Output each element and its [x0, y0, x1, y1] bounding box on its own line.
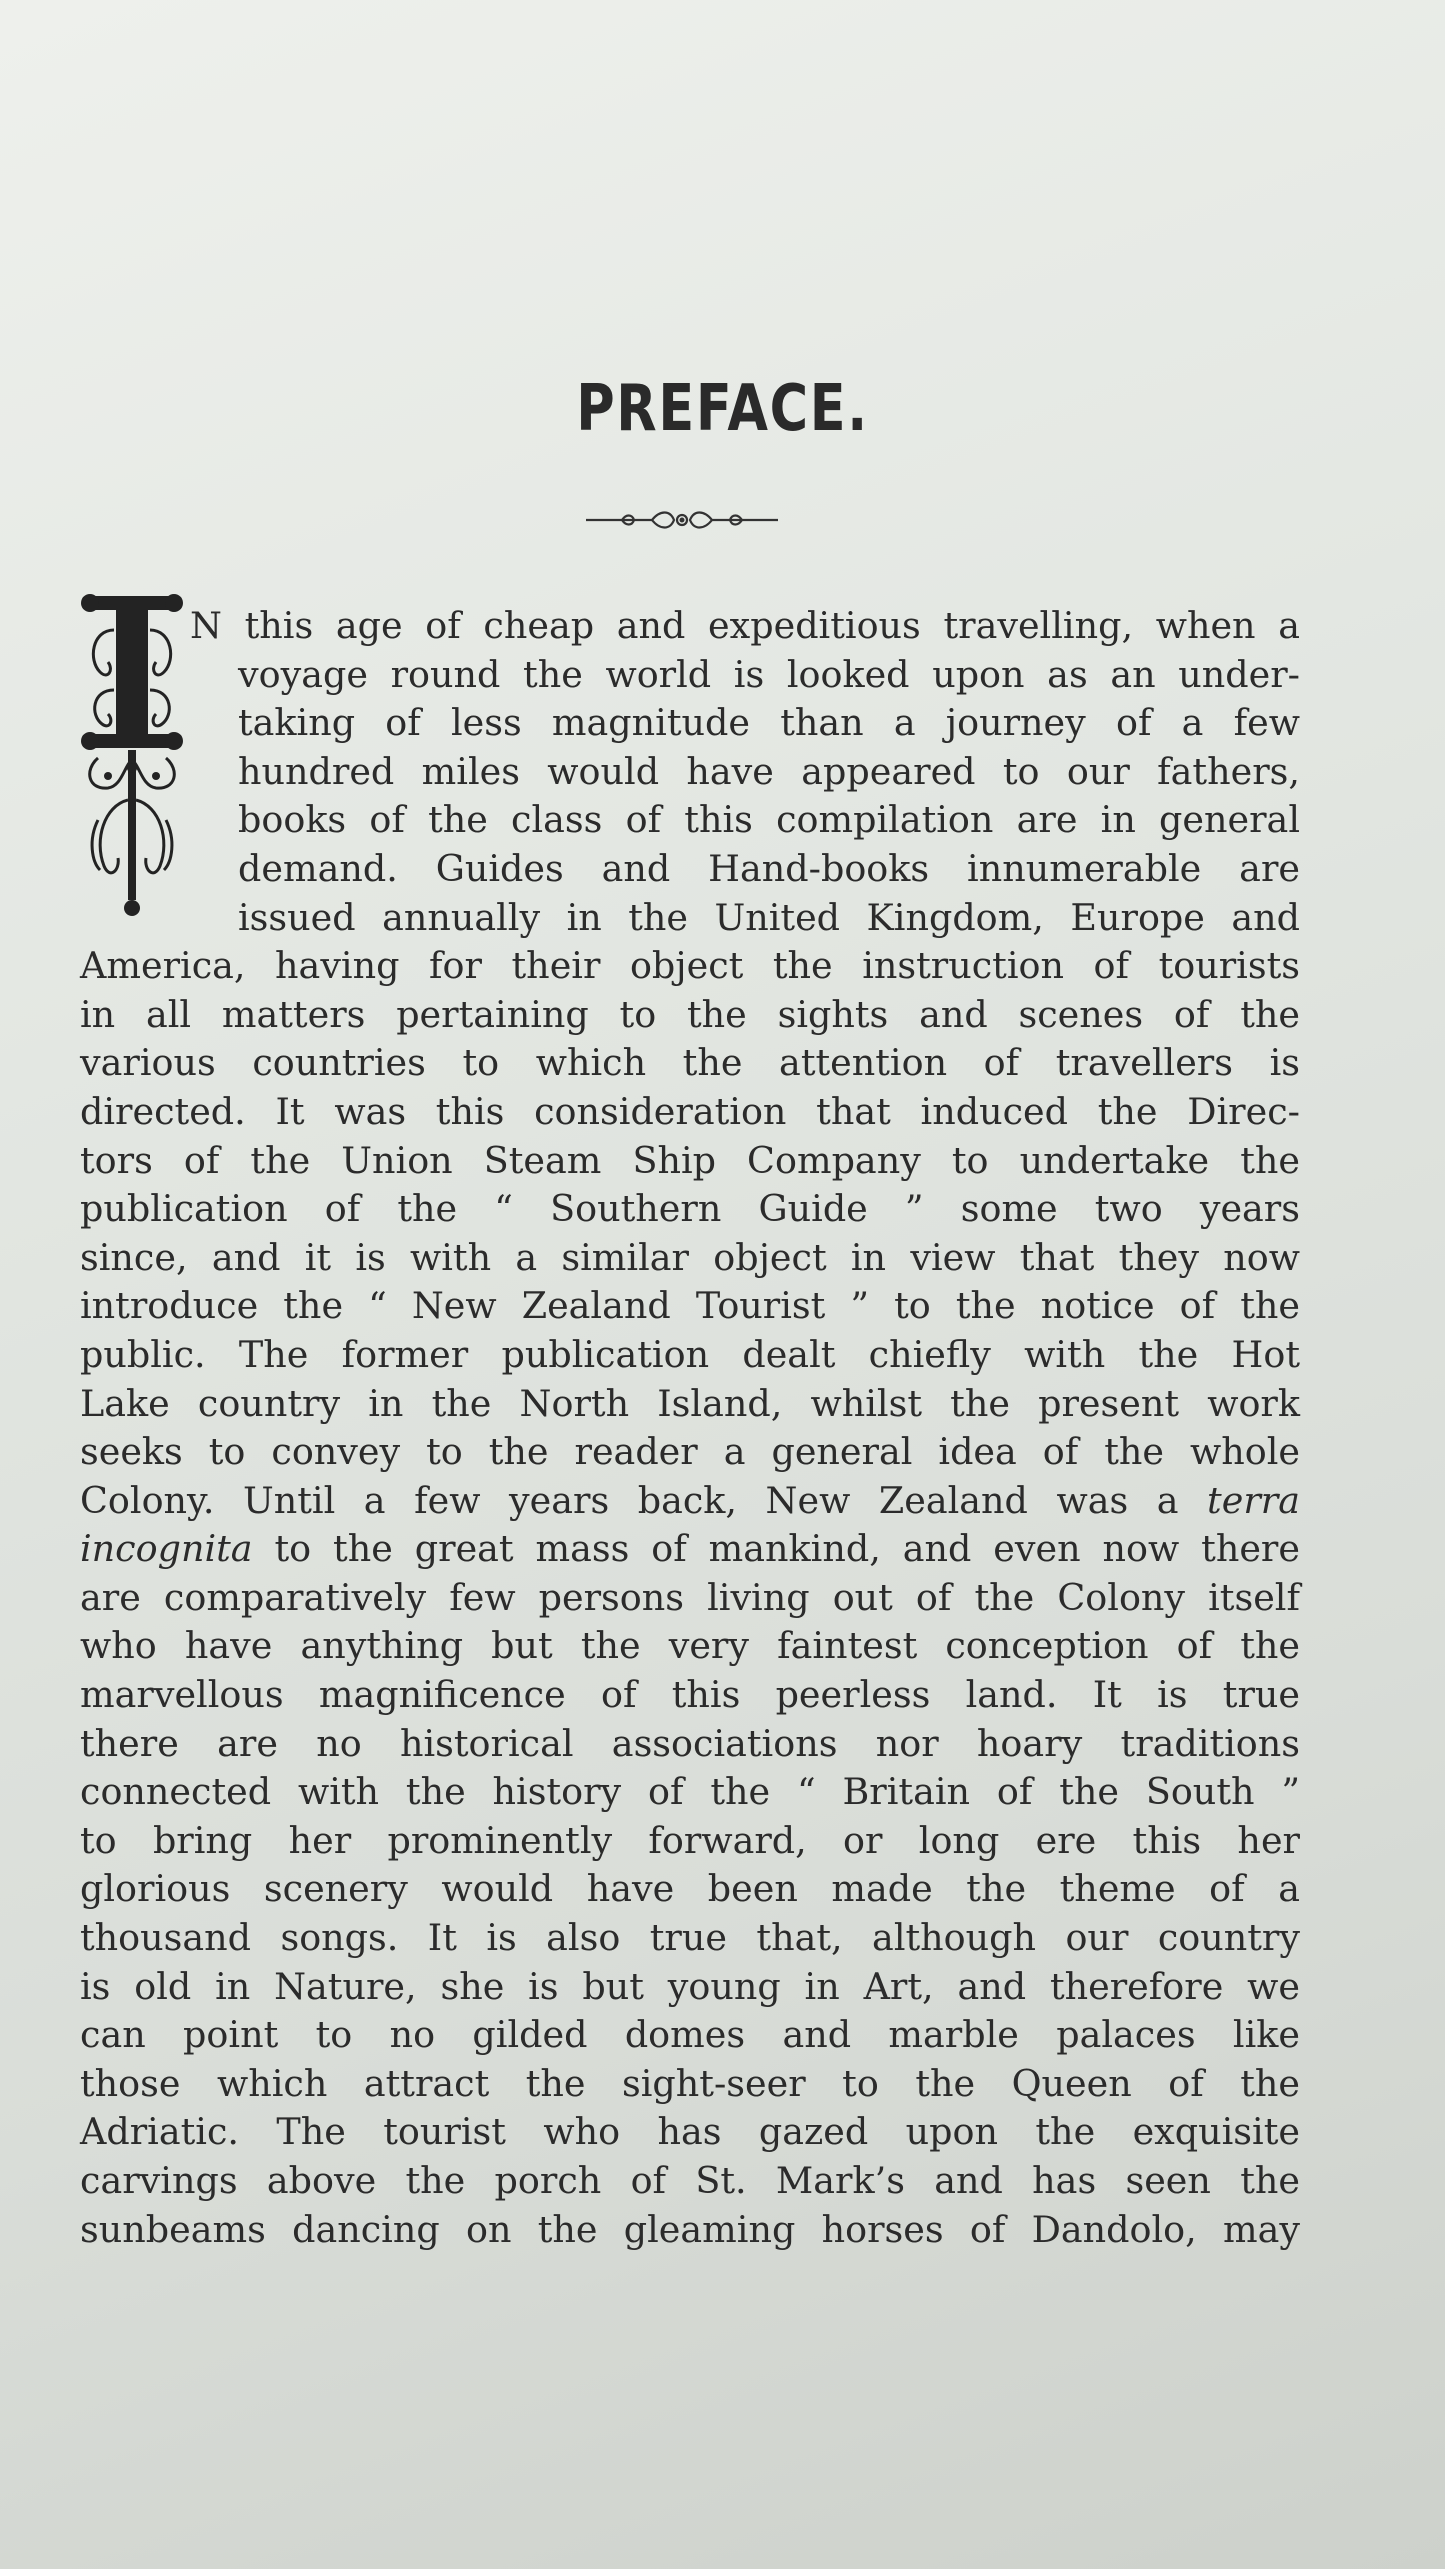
- text-line-with-italic: [80, 1477, 1300, 1526]
- text-line: carvings above the porch of St. Mark’s and has seen the: [80, 2159, 1300, 2202]
- text-line: hundred miles would have appeared to our fathers,: [238, 749, 1300, 793]
- text-line: issued annually in the United Kingdom, Europe and: [238, 895, 1300, 939]
- text-segment: Colony. Until a few years back, New Zealand was a: [80, 1478, 1179, 1522]
- text-line: glorious scenery would have been made the theme of a: [80, 1867, 1300, 1911]
- text-line: America, having for their object the instruction of tourists: [80, 944, 1300, 988]
- text-line: since, and it is with a similar object in view that they now: [80, 1235, 1300, 1279]
- text-line: books of the class of this compilation are in general: [238, 798, 1300, 842]
- text-line: N this age of cheap and expeditious travelling, when a: [190, 604, 1300, 647]
- text-line: connected with the history of the “ Britain of the South ”: [80, 1770, 1300, 1814]
- text-line: who have anything but the very faintest conception of the: [80, 1624, 1300, 1668]
- text-line: tors of the Union Steam Ship Company to undertake the: [80, 1138, 1300, 1182]
- text-line: marvellous magnificence of this peerless land. It is true: [80, 1673, 1300, 1717]
- italic-term: incognita: [80, 1527, 253, 1571]
- text-line: demand. Guides and Hand-books innumerable are: [238, 846, 1300, 890]
- text-line: there are no historical associations nor hoary traditions: [80, 1721, 1300, 1765]
- text-line: seeks to convey to the reader a general idea of the whole: [80, 1430, 1300, 1474]
- text-line: can point to no gilded domes and marble palaces like: [80, 2013, 1300, 2057]
- italic-term: terra: [1207, 1478, 1300, 1522]
- text-line: taking of less magnitude than a journey of a few: [238, 701, 1300, 745]
- page-title: PREFACE.: [576, 372, 869, 446]
- text-line: sunbeams dancing on the gleaming horses of Dandolo, may: [80, 2207, 1300, 2251]
- text-line: introduce the “ New Zealand Tourist ” to the notice of the: [80, 1284, 1300, 1328]
- text-line: Adriatic. The tourist who has gazed upon the exquisite: [80, 2110, 1300, 2154]
- text-line: directed. It was this consideration that induced the Direc-: [80, 1089, 1300, 1133]
- preface-body: [80, 602, 1300, 2254]
- divider-ornament: [582, 505, 782, 535]
- text-line: voyage round the world is looked upon as an under-: [238, 652, 1300, 696]
- text-line: various countries to which the attention of travellers is: [80, 1041, 1300, 1085]
- text-line: to bring her prominently forward, or long ere this her: [80, 1818, 1300, 1862]
- text-line: publication of the “ Southern Guide ” some two years: [80, 1187, 1300, 1231]
- text-segment: to the great mass of mankind, and even now there: [274, 1527, 1300, 1571]
- text-line: public. The former publication dealt chiefly with the Hot: [80, 1332, 1300, 1376]
- text-line: in all matters pertaining to the sights and scenes of the: [80, 992, 1300, 1036]
- text-line: is old in Nature, she is but young in Art, and therefore we: [80, 1964, 1300, 2008]
- text-line: Lake country in the North Island, whilst the present work: [80, 1381, 1300, 1425]
- text-line-with-italic: [80, 1525, 1300, 1574]
- text-line: thousand songs. It is also true that, although our country: [80, 1916, 1300, 1960]
- text-line: are comparatively few persons living out of the Colony itself: [80, 1575, 1300, 1619]
- text-line: those which attract the sight-seer to the Queen of the: [80, 2061, 1300, 2105]
